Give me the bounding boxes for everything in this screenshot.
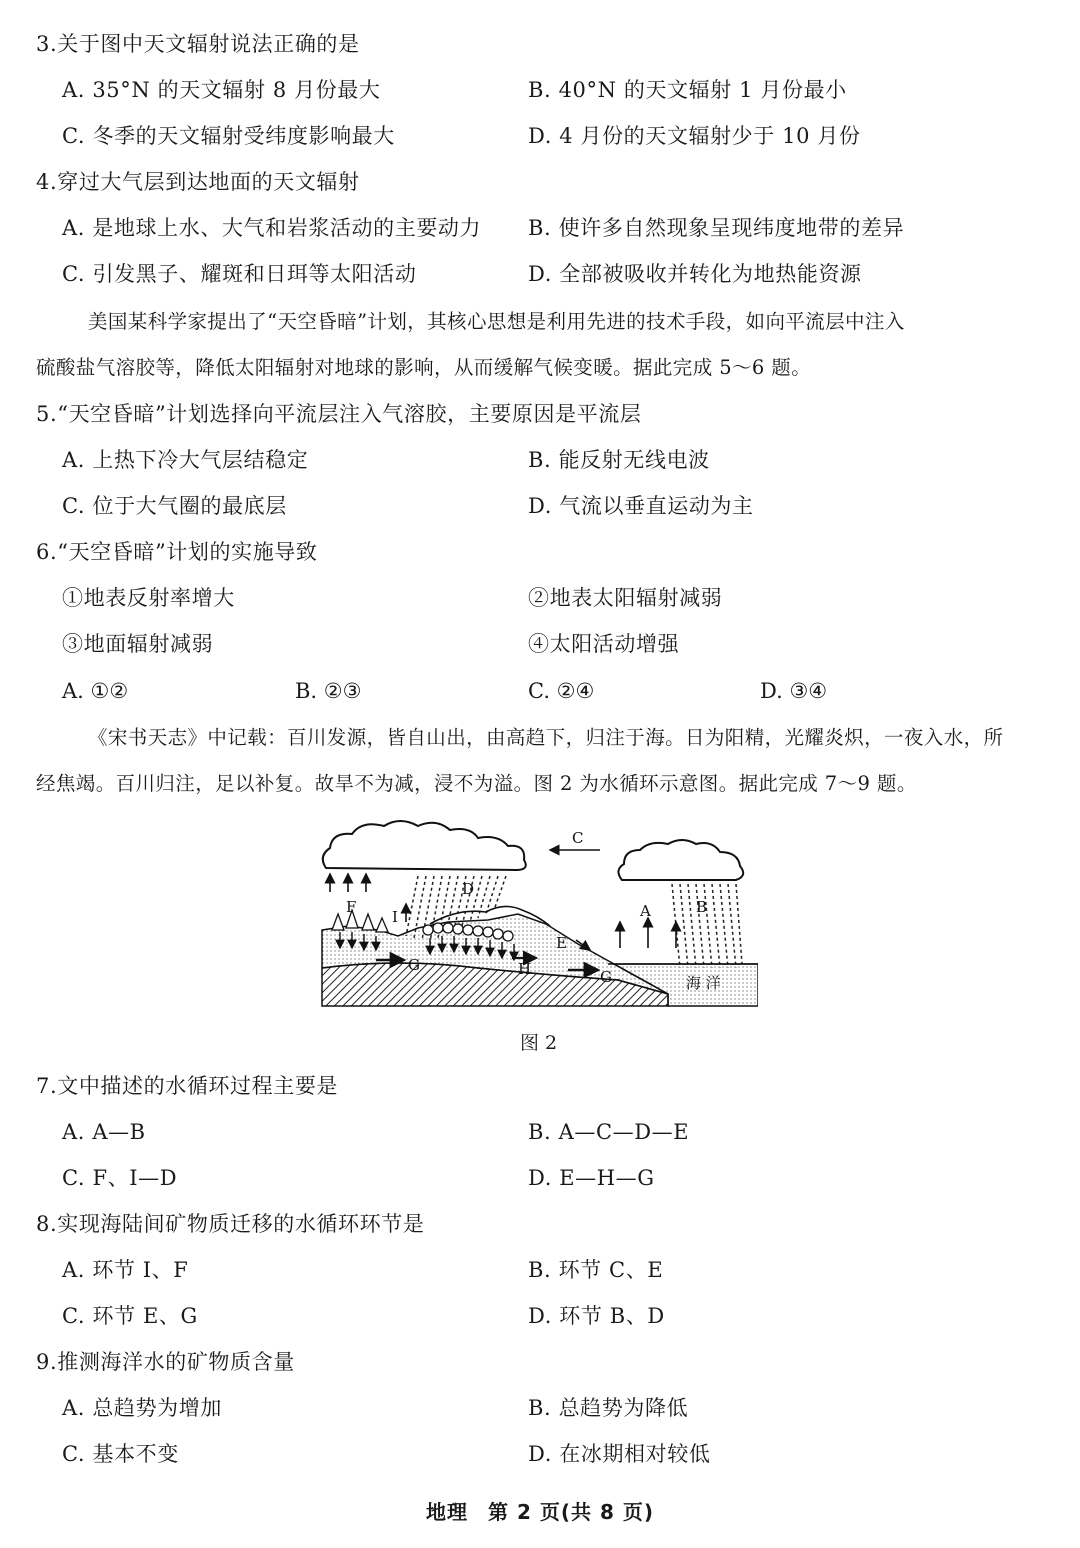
footer-page: 第 2 页(共 8 页) (488, 1500, 654, 1524)
q4-option-c: C. 引发黑子、耀斑和日珥等太阳活动 (62, 262, 417, 286)
q5-option-d: D. 气流以垂直运动为主 (528, 494, 754, 518)
q3-option-c: C. 冬季的天文辐射受纬度影响最大 (62, 124, 395, 148)
q6-option-c: C. ②④ (528, 679, 595, 703)
label-g-right: G (600, 968, 612, 986)
q8-option-c: C. 环节 E、G (62, 1304, 198, 1328)
q6-item-1: ①地表反射率增大 (62, 586, 235, 610)
q9-option-c: C. 基本不变 (62, 1442, 179, 1466)
q3-option-a: A. 35°N 的天文辐射 8 月份最大 (62, 78, 381, 102)
figure-caption: 图 2 (520, 1032, 558, 1054)
q8-stem: 8.实现海陆间矿物质迁移的水循环环节是 (36, 1212, 425, 1236)
passage2-line1: 《宋书天志》中记载：百川发源，皆自山出，由高趋下，归注于海。日为阳精，光耀炎炽，一夜入水，所 (88, 726, 1004, 749)
q9-option-a: A. 总趋势为增加 (62, 1396, 222, 1420)
page-footer (0, 1496, 1080, 1525)
q8-option-d: D. 环节 B、D (528, 1304, 665, 1328)
q4-stem: 4.穿过大气层到达地面的天文辐射 (36, 170, 360, 194)
label-f: F (346, 898, 357, 916)
label-g-left: G (408, 956, 420, 974)
q5-option-b: B. 能反射无线电波 (528, 448, 710, 472)
q5-stem: 5.“天空昏暗”计划选择向平流层注入气溶胶，主要原因是平流层 (36, 402, 642, 426)
passage1-line1: 美国某科学家提出了“天空昏暗”计划，其核心思想是利用先进的技术手段，如向平流层中注入 (88, 310, 905, 333)
q8-option-b: B. 环节 C、E (528, 1258, 664, 1282)
q6-option-a: A. ①② (62, 679, 129, 703)
passage1-line2: 硫酸盐气溶胶等，降低太阳辐射对地球的影响，从而缓解气候变暖。据此完成 5～6 题。 (36, 356, 812, 379)
label-i: I (392, 908, 398, 926)
label-b: B (696, 898, 708, 916)
q5-option-c: C. 位于大气圈的最底层 (62, 494, 287, 518)
q7-stem: 7.文中描述的水循环过程主要是 (36, 1074, 339, 1098)
footer-subject: 地理 (426, 1500, 469, 1524)
q4-option-b: B. 使许多自然现象呈现纬度地带的差异 (528, 216, 905, 240)
water-cycle-diagram (318, 818, 758, 1010)
q4-option-d: D. 全部被吸收并转化为地热能资源 (528, 262, 862, 286)
q6-item-2: ②地表太阳辐射减弱 (528, 586, 723, 610)
label-ocean: 海 洋 (686, 974, 721, 992)
q9-option-b: B. 总趋势为降低 (528, 1396, 689, 1420)
q6-item-3: ③地面辐射减弱 (62, 632, 214, 656)
label-a: A (640, 902, 651, 920)
passage2-line2: 经焦竭。百川归注，足以补复。故旱不为减，浸不为溢。图 2 为水循环示意图。据此完成 7～9 题。 (36, 772, 917, 795)
rain-b (672, 884, 742, 968)
label-d: D (462, 880, 475, 898)
q9-option-d: D. 在冰期相对较低 (528, 1442, 711, 1466)
q3-option-b: B. 40°N 的天文辐射 1 月份最小 (528, 78, 847, 102)
q7-option-b: B. A—C—D—E (528, 1120, 690, 1144)
label-e: E (556, 934, 567, 952)
q6-option-b: B. ②③ (295, 679, 362, 703)
q6-option-d: D. ③④ (760, 679, 828, 703)
q7-option-c: C. F、I—D (62, 1166, 178, 1190)
cloud-right (618, 840, 743, 880)
cloud-left (323, 821, 526, 870)
q7-option-d: D. E—H—G (528, 1166, 655, 1190)
q6-stem: 6.“天空昏暗”计划的实施导致 (36, 540, 318, 564)
q6-item-4: ④太阳活动增强 (528, 632, 680, 656)
arrows-a (620, 918, 676, 948)
q3-stem: 3.关于图中天文辐射说法正确的是 (36, 32, 360, 56)
label-c: C (572, 829, 584, 847)
arrows-f (330, 874, 366, 892)
q8-option-a: A. 环节 I、F (62, 1258, 189, 1282)
q3-option-d: D. 4 月份的天文辐射少于 10 月份 (528, 124, 861, 148)
q4-option-a: A. 是地球上水、大气和岩浆活动的主要动力 (62, 216, 482, 240)
q5-option-a: A. 上热下冷大气层结稳定 (62, 448, 309, 472)
q9-stem: 9.推测海洋水的矿物质含量 (36, 1350, 295, 1374)
label-h: H (518, 960, 532, 978)
q7-option-a: A. A—B (62, 1120, 146, 1144)
